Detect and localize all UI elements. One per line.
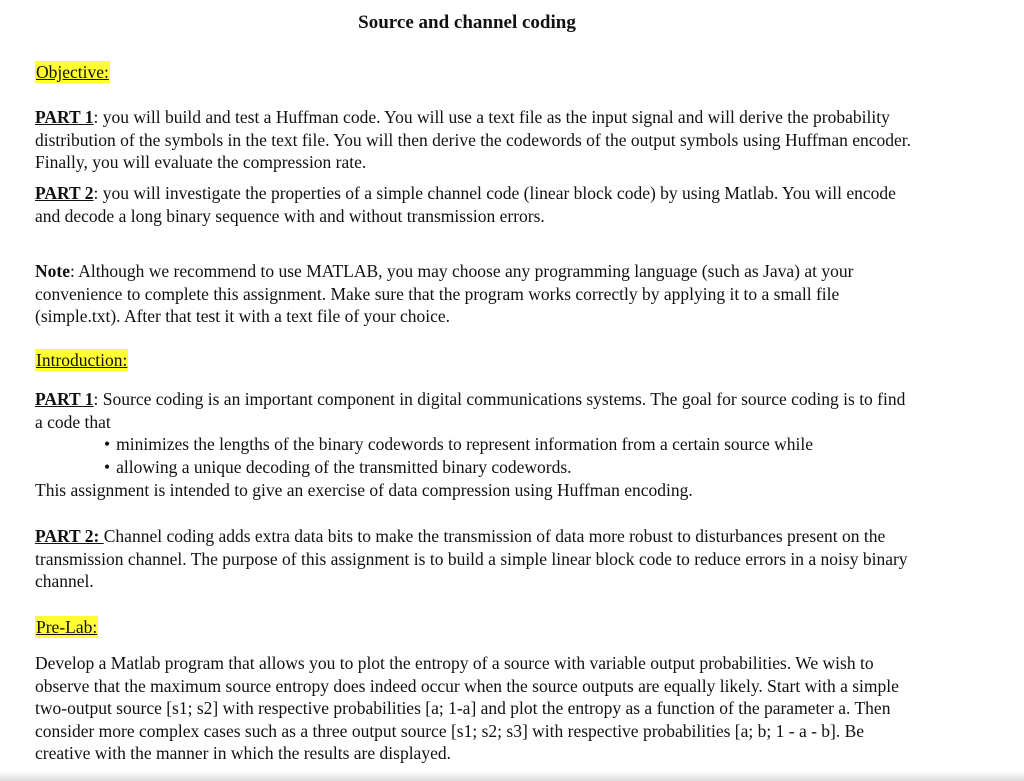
note-label: Note	[35, 261, 70, 281]
objective-part2-label: PART 2	[35, 183, 94, 203]
objective-part2-paragraph	[35, 182, 915, 227]
objective-heading: Objective:	[36, 62, 109, 82]
objective-part2-text: : you will investigate the properties of a simple channel code (linear block code) by using Matlab. You will encode and decode a long binary sequence with and without transmission errors.	[35, 183, 896, 226]
objective-part1-text: : you will build and test a Huffman code. You will use a text file as the input signal and will derive the probability distribution of the symbols in the text file. You will then derive the codewords of the output symbols using Huffman encoder. Finally, you will evaluate the compression rate.	[35, 107, 912, 172]
prelab-heading: Pre-Lab:	[36, 617, 98, 637]
introduction-part1-paragraph	[35, 388, 915, 433]
list-item: • minimizes the lengths of the binary codewords to represent information from a certain source while	[104, 433, 924, 456]
prelab-paragraph: Develop a Matlab program that allows you to plot the entropy of a source with variable output probabilities. We wish to observe that the maximum source entropy does indeed occur when the source outputs are equally likely. Start with a simple two-output source [s1; s2] with respective probabilities [a; 1-a] and plot the entropy as a function of the parameter a. Then consider more complex cases such as a three output source [s1; s2; s3] with respective probabilities [a; b; 1 - a - b]. Be creative with the manner in which the results are displayed.	[35, 653, 899, 763]
objective-part1-paragraph	[35, 106, 915, 174]
document-title: Source and channel coding	[358, 12, 576, 33]
objective-part1-label: PART 1	[35, 107, 94, 127]
introduction-part1-label: PART 1	[35, 389, 94, 409]
introduction-part1-text: : Source coding is an important component in digital communications systems. The goal for source coding is to find a code that	[35, 389, 906, 432]
introduction-summary: This assignment is intended to give an exercise of data compression using Huffman encoding.	[35, 480, 693, 500]
introduction-heading: Introduction:	[36, 350, 128, 370]
list-item: • allowing a unique decoding of the transmitted binary codewords.	[104, 456, 924, 479]
note-text: : Although we recommend to use MATLAB, you may choose any programming language (such as Java) at your convenience to complete this assignment. Make sure that the program works correctly by applying it to a small file (simple.txt). After that test it with a text file of your choice.	[35, 261, 854, 326]
page-bottom-fade	[0, 771, 1024, 781]
introduction-part2-text: Channel coding adds extra data bits to make the transmission of data more robust to disturbances present on the transmission channel. The purpose of this assignment is to build a simple linear block code to reduce errors in a noisy binary channel.	[35, 526, 908, 591]
introduction-part2-label: PART 2:	[35, 526, 104, 546]
introduction-part2-paragraph	[35, 525, 915, 593]
introduction-bullet-list	[104, 433, 924, 478]
note-paragraph	[35, 260, 915, 328]
